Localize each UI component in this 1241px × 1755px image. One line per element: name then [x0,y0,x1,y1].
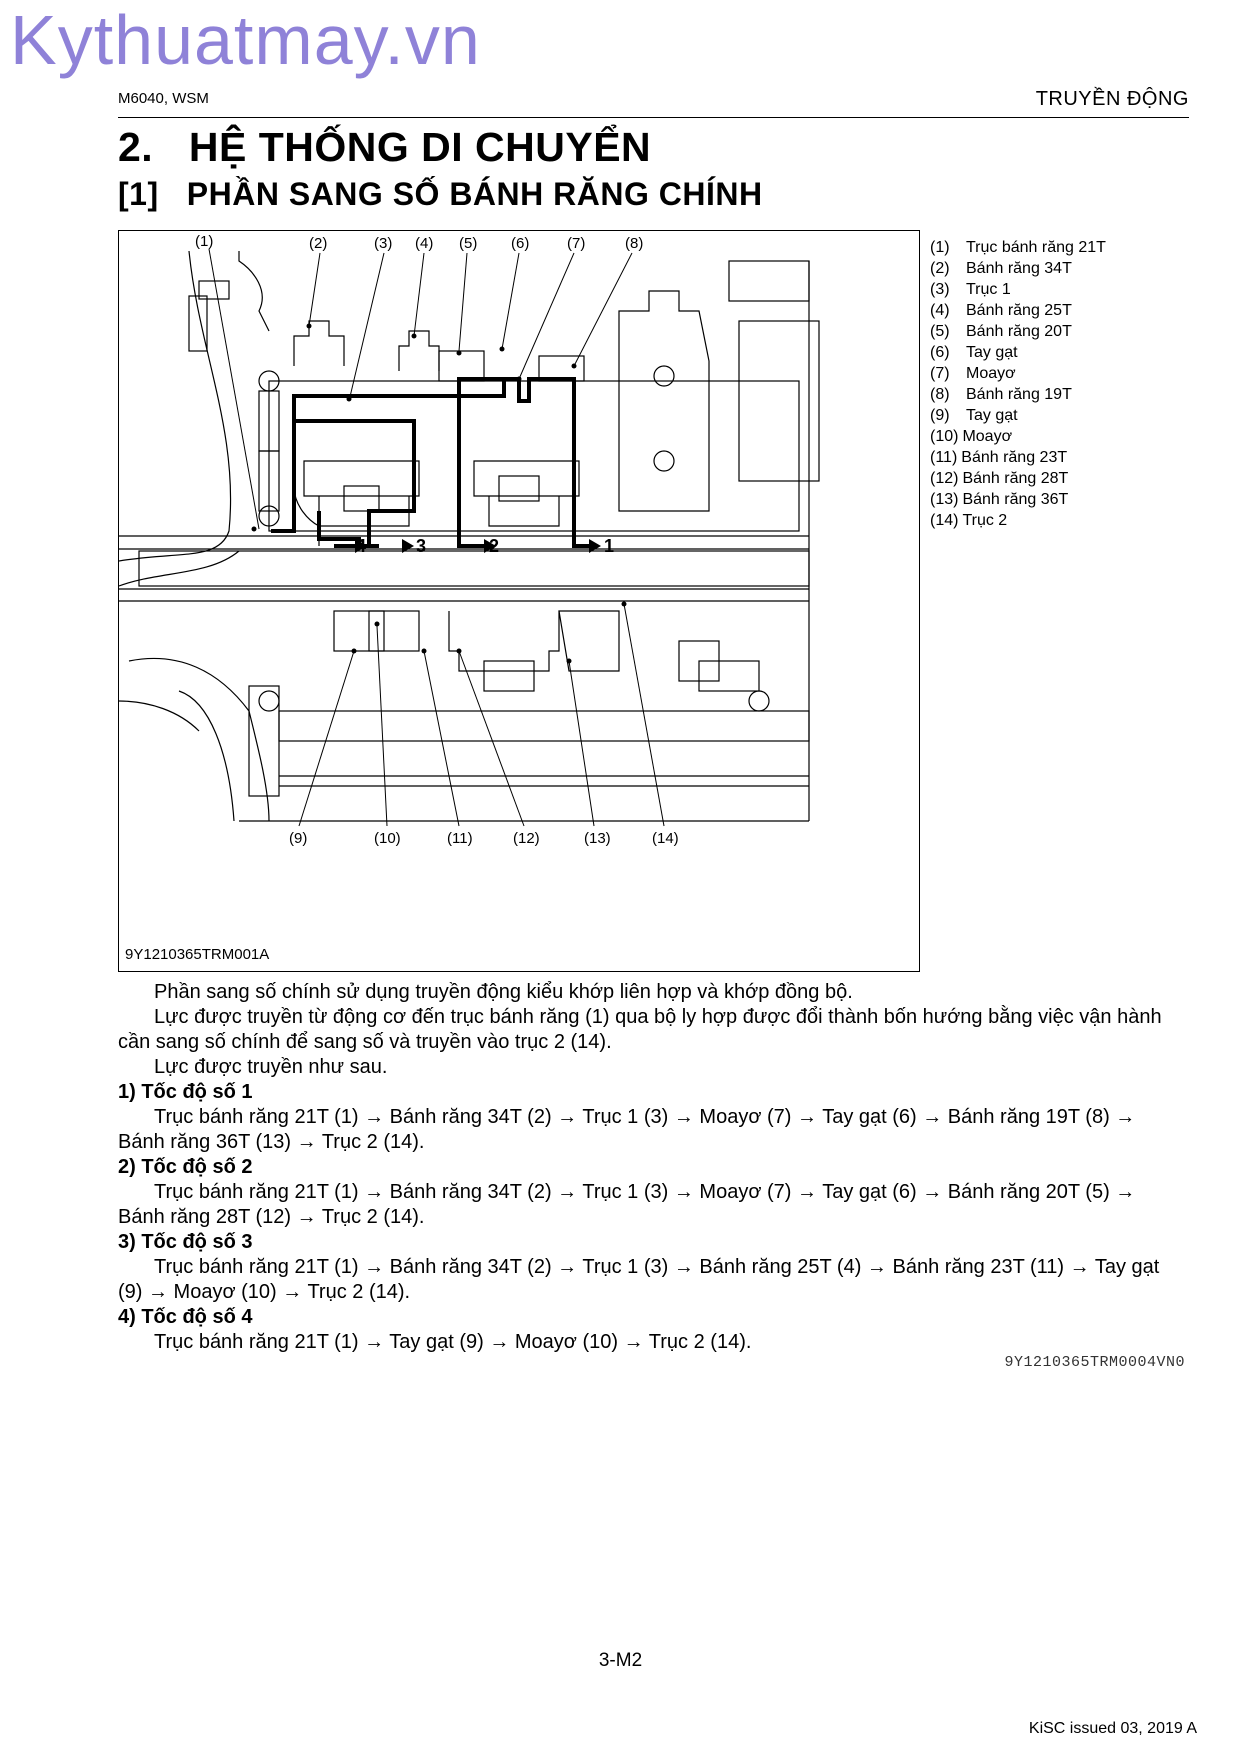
legend-item: (2) Bánh răng 34T [930,260,1072,277]
watermark: Kythuatmay.vn [10,1,481,79]
callout-6: (6) [511,235,530,252]
callout-1: (1) [195,233,214,250]
page-number: 3-M2 [598,1650,643,1671]
figure-code: 9Y1210365TRM001A [125,946,270,963]
legend [930,237,1106,531]
path-label-1: 1 [604,536,615,556]
callout-13: (13) [584,830,611,847]
callout-7: (7) [567,235,586,252]
callout-14: (14) [652,830,679,847]
document-code: 9Y1210365TRM0004VN0 [1004,1354,1185,1371]
page-title: 2. HỆ THỐNG DI CHUYỂN [118,124,652,170]
legend-item: (6) Tay gạt [930,344,1018,361]
legend-item: (13) Bánh răng 36T [930,491,1069,508]
header-divider [118,117,1189,118]
callout-2: (2) [309,235,328,252]
legend-item: (1) Trục bánh răng 21T [930,239,1106,256]
legend-item: (14) Trục 2 [930,512,1008,529]
gearbox-diagram [118,230,920,972]
callout-10: (10) [374,830,401,847]
legend-item: (3) Trục 1 [930,281,1011,298]
path-label-3: 3 [416,536,427,556]
issued-note: KiSC issued 03, 2019 A [1028,1720,1197,1737]
path-label-2: 2 [489,536,500,556]
legend-item: (9) Tay gạt [930,407,1018,424]
legend-item: (10) Moayơ [930,428,1013,445]
speed-description: Trục bánh răng 21T (1) → Bánh răng 34T (2) → Trục 1 (3) → Moayơ (7) → Tay gạt (6) → Bánh răng 20T (5) → Bánh răng 28T (12) → Trục 2 (14). [118,1181,1136,1228]
legend-item: (11) Bánh răng 23T [930,449,1068,466]
legend-item: (7) Moayơ [930,365,1016,382]
speed-description: Trục bánh răng 21T (1) → Bánh răng 34T (2) → Trục 1 (3) → Moayơ (7) → Tay gạt (6) → Bánh răng 19T (8) → Bánh răng 36T (13) → Trục 2 (14). [118,1106,1136,1153]
legend-item: (8) Bánh răng 19T [930,386,1072,403]
callout-5: (5) [459,235,478,252]
speed-description: Trục bánh răng 21T (1) → Bánh răng 34T (2) → Trục 1 (3) → Bánh răng 25T (4) → Bánh răng 23T (11) → Tay gạt (9) → Moayơ (10) → Trục 2 (14). [118,1256,1160,1303]
speed-heading: 3) Tốc độ số 3 [118,1231,253,1253]
callout-8: (8) [625,235,644,252]
callout-3: (3) [374,235,393,252]
header-model: M6040, WSM [118,90,209,107]
legend-item: (4) Bánh răng 25T [930,302,1072,319]
speed-description: Trục bánh răng 21T (1) → Tay gạt (9) → Moayơ (10) → Trục 2 (14). [154,1331,752,1353]
callout-9: (9) [289,830,308,847]
legend-item: (12) Bánh răng 28T [930,470,1069,487]
callout-4: (4) [415,235,434,252]
gearbox-drawing [119,231,920,972]
section-title: [1] PHẦN SANG SỐ BÁNH RĂNG CHÍNH [118,176,763,212]
header-section: TRUYỀN ĐỘNG [1035,88,1189,110]
callout-11: (11) [447,830,473,847]
speed-heading: 1) Tốc độ số 1 [118,1081,253,1103]
path-label-4: 4 [356,536,367,556]
paragraph: Phần sang số chính sử dụng truyền động kiểu khớp liên hợp và khớp đồng bộ. [154,981,853,1003]
speed-heading: 4) Tốc độ số 4 [118,1306,253,1328]
speed-heading: 2) Tốc độ số 2 [118,1156,253,1178]
callout-12: (12) [513,830,540,847]
legend-item: (5) Bánh răng 20T [930,323,1072,340]
body-text [118,980,1184,1355]
paragraph: Lực được truyền như sau. [154,1056,388,1078]
paragraph: Lực được truyền từ động cơ đến trục bánh răng (1) qua bộ ly hợp được đổi thành bốn hướng bằng việc vận hành cần sang số chính để sang số và truyền vào trục 2 (14). [118,1006,1162,1053]
